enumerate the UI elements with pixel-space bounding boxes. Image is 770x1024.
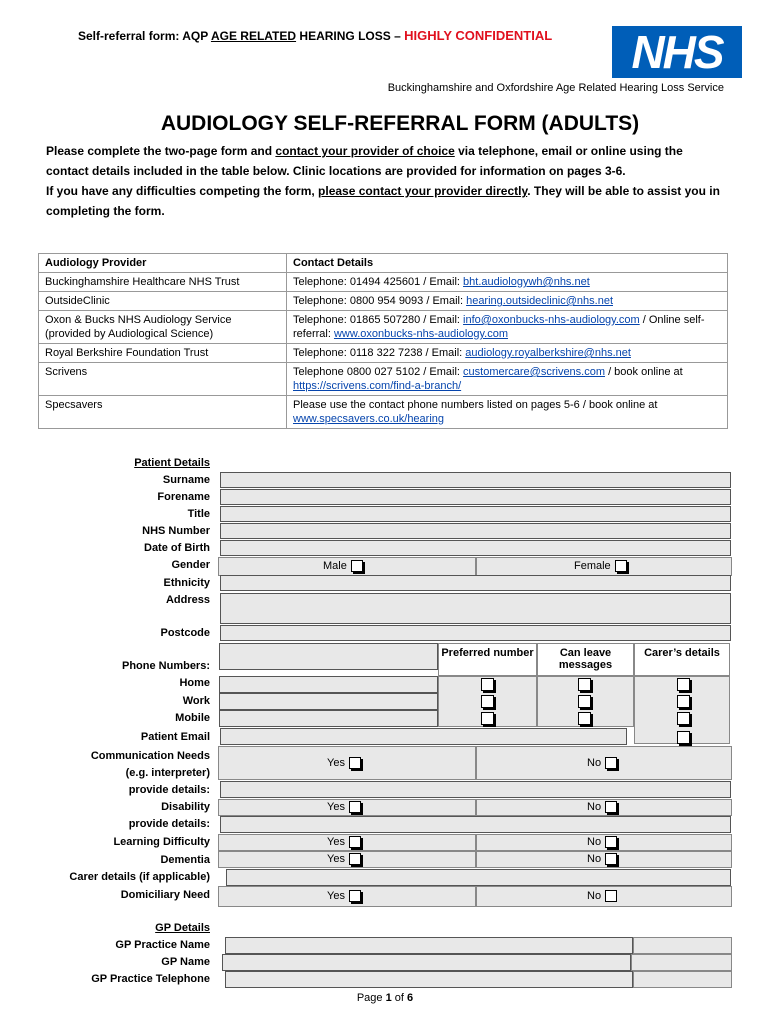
dementia-yes-checkbox[interactable] — [349, 853, 361, 865]
header-age-related: AGE RELATED — [210, 29, 297, 43]
comm-details-input[interactable] — [220, 781, 731, 798]
header-mid: HEARING LOSS – — [296, 29, 405, 43]
header-contact: Contact Details — [287, 254, 728, 273]
patient-email-input[interactable] — [220, 728, 627, 745]
gp-details-heading: GP Details — [155, 922, 210, 934]
web-link[interactable]: https://scrivens.com/find-a-branch/ — [293, 380, 462, 392]
title-input[interactable] — [220, 506, 731, 522]
male-checkbox[interactable] — [351, 560, 363, 572]
table-header-row — [39, 254, 728, 273]
comm-needs-example-label: (e.g. interpreter) — [125, 767, 210, 779]
header-provider: Audiology Provider — [39, 254, 287, 273]
learning-no-option — [587, 836, 617, 848]
web-link[interactable]: www.specsavers.co.uk/hearing — [293, 413, 445, 425]
provider-name: OutsideClinic — [39, 292, 287, 311]
surname-label: Surname — [162, 474, 210, 486]
learning-yes-checkbox[interactable] — [349, 836, 361, 848]
table-row — [39, 273, 728, 292]
email-link[interactable]: audiology.royalberkshire@nhs.net — [465, 347, 631, 359]
disability-yes-cell — [218, 799, 476, 816]
no-label: No — [587, 801, 602, 813]
contact-text-2: / Online self-referral: — [293, 314, 705, 340]
page-of: of — [391, 992, 408, 1004]
comm-yes-option — [327, 757, 361, 769]
work-messages-checkbox[interactable] — [578, 695, 591, 708]
yes-label: Yes — [327, 757, 345, 769]
postcode-input[interactable] — [220, 625, 731, 641]
dementia-no-cell — [476, 851, 732, 868]
dob-input[interactable] — [220, 540, 731, 556]
patient-details-heading: Patient Details — [134, 457, 210, 469]
domiciliary-yes-option — [327, 890, 361, 902]
email-link[interactable]: bht.audiologywh@nhs.net — [463, 276, 590, 288]
carer-details-input[interactable] — [226, 869, 731, 886]
yes-label: Yes — [327, 801, 345, 813]
email-link[interactable]: hearing.outsideclinic@nhs.net — [466, 295, 613, 307]
phone-numbers-label: Phone Numbers: — [121, 660, 210, 672]
surname-input[interactable] — [220, 472, 731, 488]
provider-name: Specsavers — [39, 396, 287, 429]
provider-name: Buckinghamshire Healthcare NHS Trust — [39, 273, 287, 292]
disability-provide-label: provide details: — [128, 818, 210, 830]
contact-text: Telephone: 0118 322 7238 / Email: — [293, 347, 466, 359]
page-number — [0, 992, 770, 1004]
intro-p2-link: please contact your provider directly — [318, 184, 528, 198]
intro-p2a: If you have any difficulties competing the form, — [46, 184, 319, 198]
comm-no-cell — [476, 746, 732, 780]
header-line — [78, 28, 552, 43]
work-phone-input[interactable] — [219, 693, 438, 710]
provider-table — [38, 253, 728, 429]
yes-label: Yes — [327, 890, 345, 902]
yes-label: Yes — [327, 853, 345, 865]
provider-name: Oxon & Bucks NHS Audiology Service (provided by Audiological Science) — [39, 311, 287, 344]
disability-no-checkbox[interactable] — [605, 801, 617, 813]
nhs-logo: NHS — [612, 26, 742, 78]
page-current: 1 — [385, 992, 392, 1004]
home-phone-input[interactable] — [219, 676, 438, 693]
comm-provide-label: provide details: — [128, 784, 210, 796]
intro-text — [46, 141, 726, 221]
intro-p2b: . They will be able to assist you in completing the form. — [46, 184, 720, 218]
learning-no-checkbox[interactable] — [605, 836, 617, 848]
table-row — [39, 311, 728, 344]
work-preferred-checkbox[interactable] — [481, 695, 494, 708]
ethnicity-label: Ethnicity — [163, 577, 210, 589]
gp-telephone-input[interactable] — [225, 971, 633, 988]
provider-contact — [287, 292, 728, 311]
learning-yes-cell — [218, 834, 476, 851]
carer-details-label: Carer details (if applicable) — [69, 871, 210, 883]
gp-practice-name-input[interactable] — [225, 937, 633, 954]
provider-name: Scrivens — [39, 363, 287, 396]
gp-name-input[interactable] — [222, 954, 631, 971]
domiciliary-no-checkbox[interactable] — [605, 890, 617, 902]
page-label: Page — [356, 992, 386, 1004]
no-label: No — [587, 890, 602, 902]
intro-paragraph-1 — [46, 141, 726, 181]
provider-contact — [287, 396, 728, 429]
provider-name: Royal Berkshire Foundation Trust — [39, 344, 287, 363]
domiciliary-no-cell — [476, 886, 732, 907]
can-leave-messages-header: Can leave messages — [537, 643, 634, 676]
provider-contact — [287, 344, 728, 363]
preferred-number-header: Preferred number — [438, 643, 537, 676]
carers-details-header: Carer’s details — [634, 643, 730, 676]
postcode-label: Postcode — [160, 627, 210, 639]
phone-header-blank — [219, 643, 438, 670]
domiciliary-need-label: Domiciliary Need — [120, 889, 210, 901]
header-prefix: Self-referral form: AQP — [78, 29, 211, 43]
mobile-label: Mobile — [175, 712, 210, 724]
disability-yes-checkbox[interactable] — [349, 801, 361, 813]
table-row — [39, 344, 728, 363]
provider-contact — [287, 363, 728, 396]
intro-p1a: Please complete the two-page form and — [46, 144, 276, 158]
male-label: Male — [323, 560, 347, 572]
home-carers-checkbox[interactable] — [677, 678, 690, 691]
male-option — [323, 560, 363, 572]
nhs-number-input[interactable] — [220, 523, 731, 539]
dementia-label: Dementia — [160, 854, 210, 866]
mobile-carers-checkbox[interactable] — [677, 712, 690, 725]
disability-no-cell — [476, 799, 732, 816]
learning-yes-option — [327, 836, 361, 848]
female-label: Female — [574, 560, 611, 572]
comm-no-checkbox[interactable] — [605, 757, 617, 769]
intro-p1-link: contact your provider of choice — [275, 144, 455, 158]
provider-contact — [287, 273, 728, 292]
female-option — [574, 560, 627, 572]
domiciliary-yes-cell — [218, 886, 476, 907]
comm-yes-checkbox[interactable] — [349, 757, 361, 769]
no-label: No — [587, 836, 602, 848]
gp-practice-name-label: GP Practice Name — [115, 939, 210, 951]
ethnicity-input[interactable] — [220, 575, 731, 591]
gp-name-label: GP Name — [161, 956, 210, 968]
home-label: Home — [179, 677, 210, 689]
page-title: AUDIOLOGY SELF-REFERRAL FORM (ADULTS) — [160, 112, 640, 135]
dementia-no-checkbox[interactable] — [605, 853, 617, 865]
home-preferred-checkbox[interactable] — [481, 678, 494, 691]
no-label: No — [587, 853, 602, 865]
title-label: Title — [187, 508, 210, 520]
contact-text: Please use the contact phone numbers listed on pages 5-6 / book online at — [293, 399, 658, 411]
intro-paragraph-2 — [46, 181, 726, 221]
domiciliary-no-option — [587, 890, 617, 902]
mobile-preferred-checkbox[interactable] — [481, 712, 494, 725]
intro-p1b: via telephone, email or online using the contact details included in the table below. Clinic locations are provided for information on pages 3-6. — [46, 144, 683, 178]
address-input[interactable] — [220, 593, 731, 624]
no-label: No — [587, 757, 602, 769]
gender-female-cell — [476, 557, 732, 576]
provider-contact — [287, 311, 728, 344]
disability-no-option — [587, 801, 617, 813]
comm-no-option — [587, 757, 617, 769]
contact-text: Telephone 0800 027 5102 / Email: — [293, 366, 464, 378]
email-link[interactable]: info@oxonbucks-nhs-audiology.com — [463, 314, 640, 326]
work-carers-checkbox[interactable] — [677, 695, 690, 708]
contact-text: Telephone: 01865 507280 / Email: — [293, 314, 464, 326]
disability-label: Disability — [161, 801, 210, 813]
female-checkbox[interactable] — [615, 560, 627, 572]
dementia-yes-option — [327, 853, 361, 865]
home-messages-checkbox[interactable] — [578, 678, 591, 691]
gp-telephone-extra-cell — [633, 971, 732, 988]
dementia-yes-cell — [218, 851, 476, 868]
dob-label: Date of Birth — [144, 542, 210, 554]
contact-text: Telephone: 0800 954 9093 / Email: — [293, 295, 467, 307]
table-row — [39, 292, 728, 311]
email-carers-checkbox[interactable] — [677, 731, 690, 744]
gp-name-extra-cell — [631, 954, 732, 971]
gp-telephone-label: GP Practice Telephone — [91, 973, 210, 985]
mobile-phone-input[interactable] — [219, 710, 438, 727]
confidential-label: HIGHLY CONFIDENTIAL — [404, 28, 553, 43]
learning-difficulty-label: Learning Difficulty — [113, 836, 210, 848]
yes-label: Yes — [327, 836, 345, 848]
web-link[interactable]: www.oxonbucks-nhs-audiology.com — [333, 328, 509, 340]
learning-no-cell — [476, 834, 732, 851]
comm-yes-cell — [218, 746, 476, 780]
patient-email-label: Patient Email — [140, 731, 210, 743]
forename-input[interactable] — [220, 489, 731, 505]
mobile-messages-checkbox[interactable] — [578, 712, 591, 725]
gender-label: Gender — [171, 559, 210, 571]
dementia-no-option — [587, 853, 617, 865]
contact-text-2: / book online at — [605, 366, 683, 378]
comm-needs-label: Communication Needs — [90, 750, 210, 762]
work-label: Work — [182, 695, 210, 707]
nhs-number-label: NHS Number — [142, 525, 210, 537]
gender-male-cell — [218, 557, 476, 576]
forename-label: Forename — [157, 491, 210, 503]
contact-text: Telephone: 01494 425601 / Email: — [293, 276, 464, 288]
address-label: Address — [165, 594, 210, 606]
disability-details-input[interactable] — [220, 816, 731, 833]
table-row — [39, 396, 728, 429]
domiciliary-yes-checkbox[interactable] — [349, 890, 361, 902]
disability-yes-option — [327, 801, 361, 813]
email-link[interactable]: customercare@scrivens.com — [463, 366, 606, 378]
gp-practice-extra-cell — [633, 937, 732, 954]
table-row — [39, 363, 728, 396]
page-total: 6 — [407, 992, 414, 1004]
service-name: Buckinghamshire and Oxfordshire Age Related Hearing Loss Service — [387, 82, 724, 94]
